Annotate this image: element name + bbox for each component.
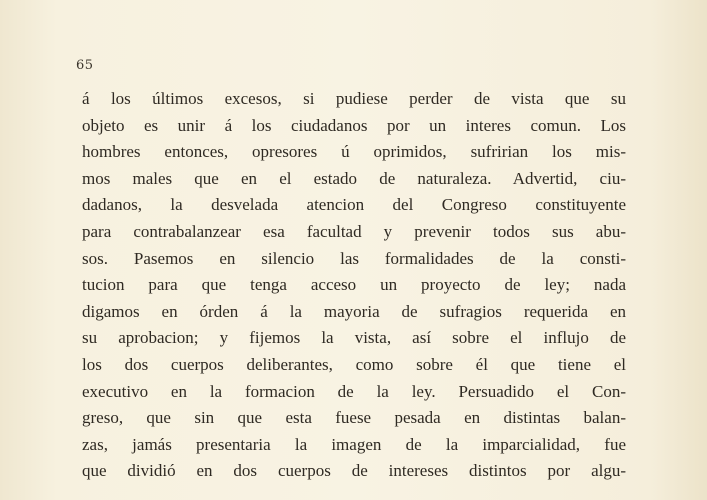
text-line: mos males que en el estado de naturaleza. Advertid, ciu-: [82, 168, 626, 188]
text-line: hombres entonces, opresores ú oprimidos, sufririan los mis-: [82, 142, 626, 162]
text-line: sos. Pasemos en silencio las formalidades de la consti-: [82, 248, 626, 268]
text-line: greso, que sin que esta fuese pesada en distintas balan-: [82, 408, 626, 428]
text-line: á los últimos excesos, si pudiese perder de vista que su: [82, 89, 626, 108]
text-line: dadanos, la desvelada atencion del Congreso constituyente: [82, 195, 626, 215]
text-line: executivo en la formacion de la ley. Persuadido el Con-: [82, 381, 626, 401]
text-line: para contrabalanzear esa facultad y prevenir todos sus abu-: [82, 221, 626, 241]
text-line: digamos en órden á la mayoria de sufragios requerida en: [82, 301, 626, 321]
text-line: los dos cuerpos deliberantes, como sobre él que tiene el: [82, 354, 626, 374]
text-line: objeto es unir á los ciudadanos por un interes comun. Los: [82, 115, 626, 135]
text-line: tucion para que tenga acceso un proyecto de ley; nada: [82, 275, 626, 295]
body-text: [82, 86, 626, 485]
text-line: que dividió en dos cuerpos de intereses distintos por algu-: [82, 461, 626, 481]
text-line: zas, jamás presentaria la imagen de la imparcialidad, fue: [82, 434, 626, 454]
page-number: 65: [76, 58, 94, 73]
text-line: su aprobacion; y fijemos la vista, así sobre el influjo de: [82, 328, 626, 348]
